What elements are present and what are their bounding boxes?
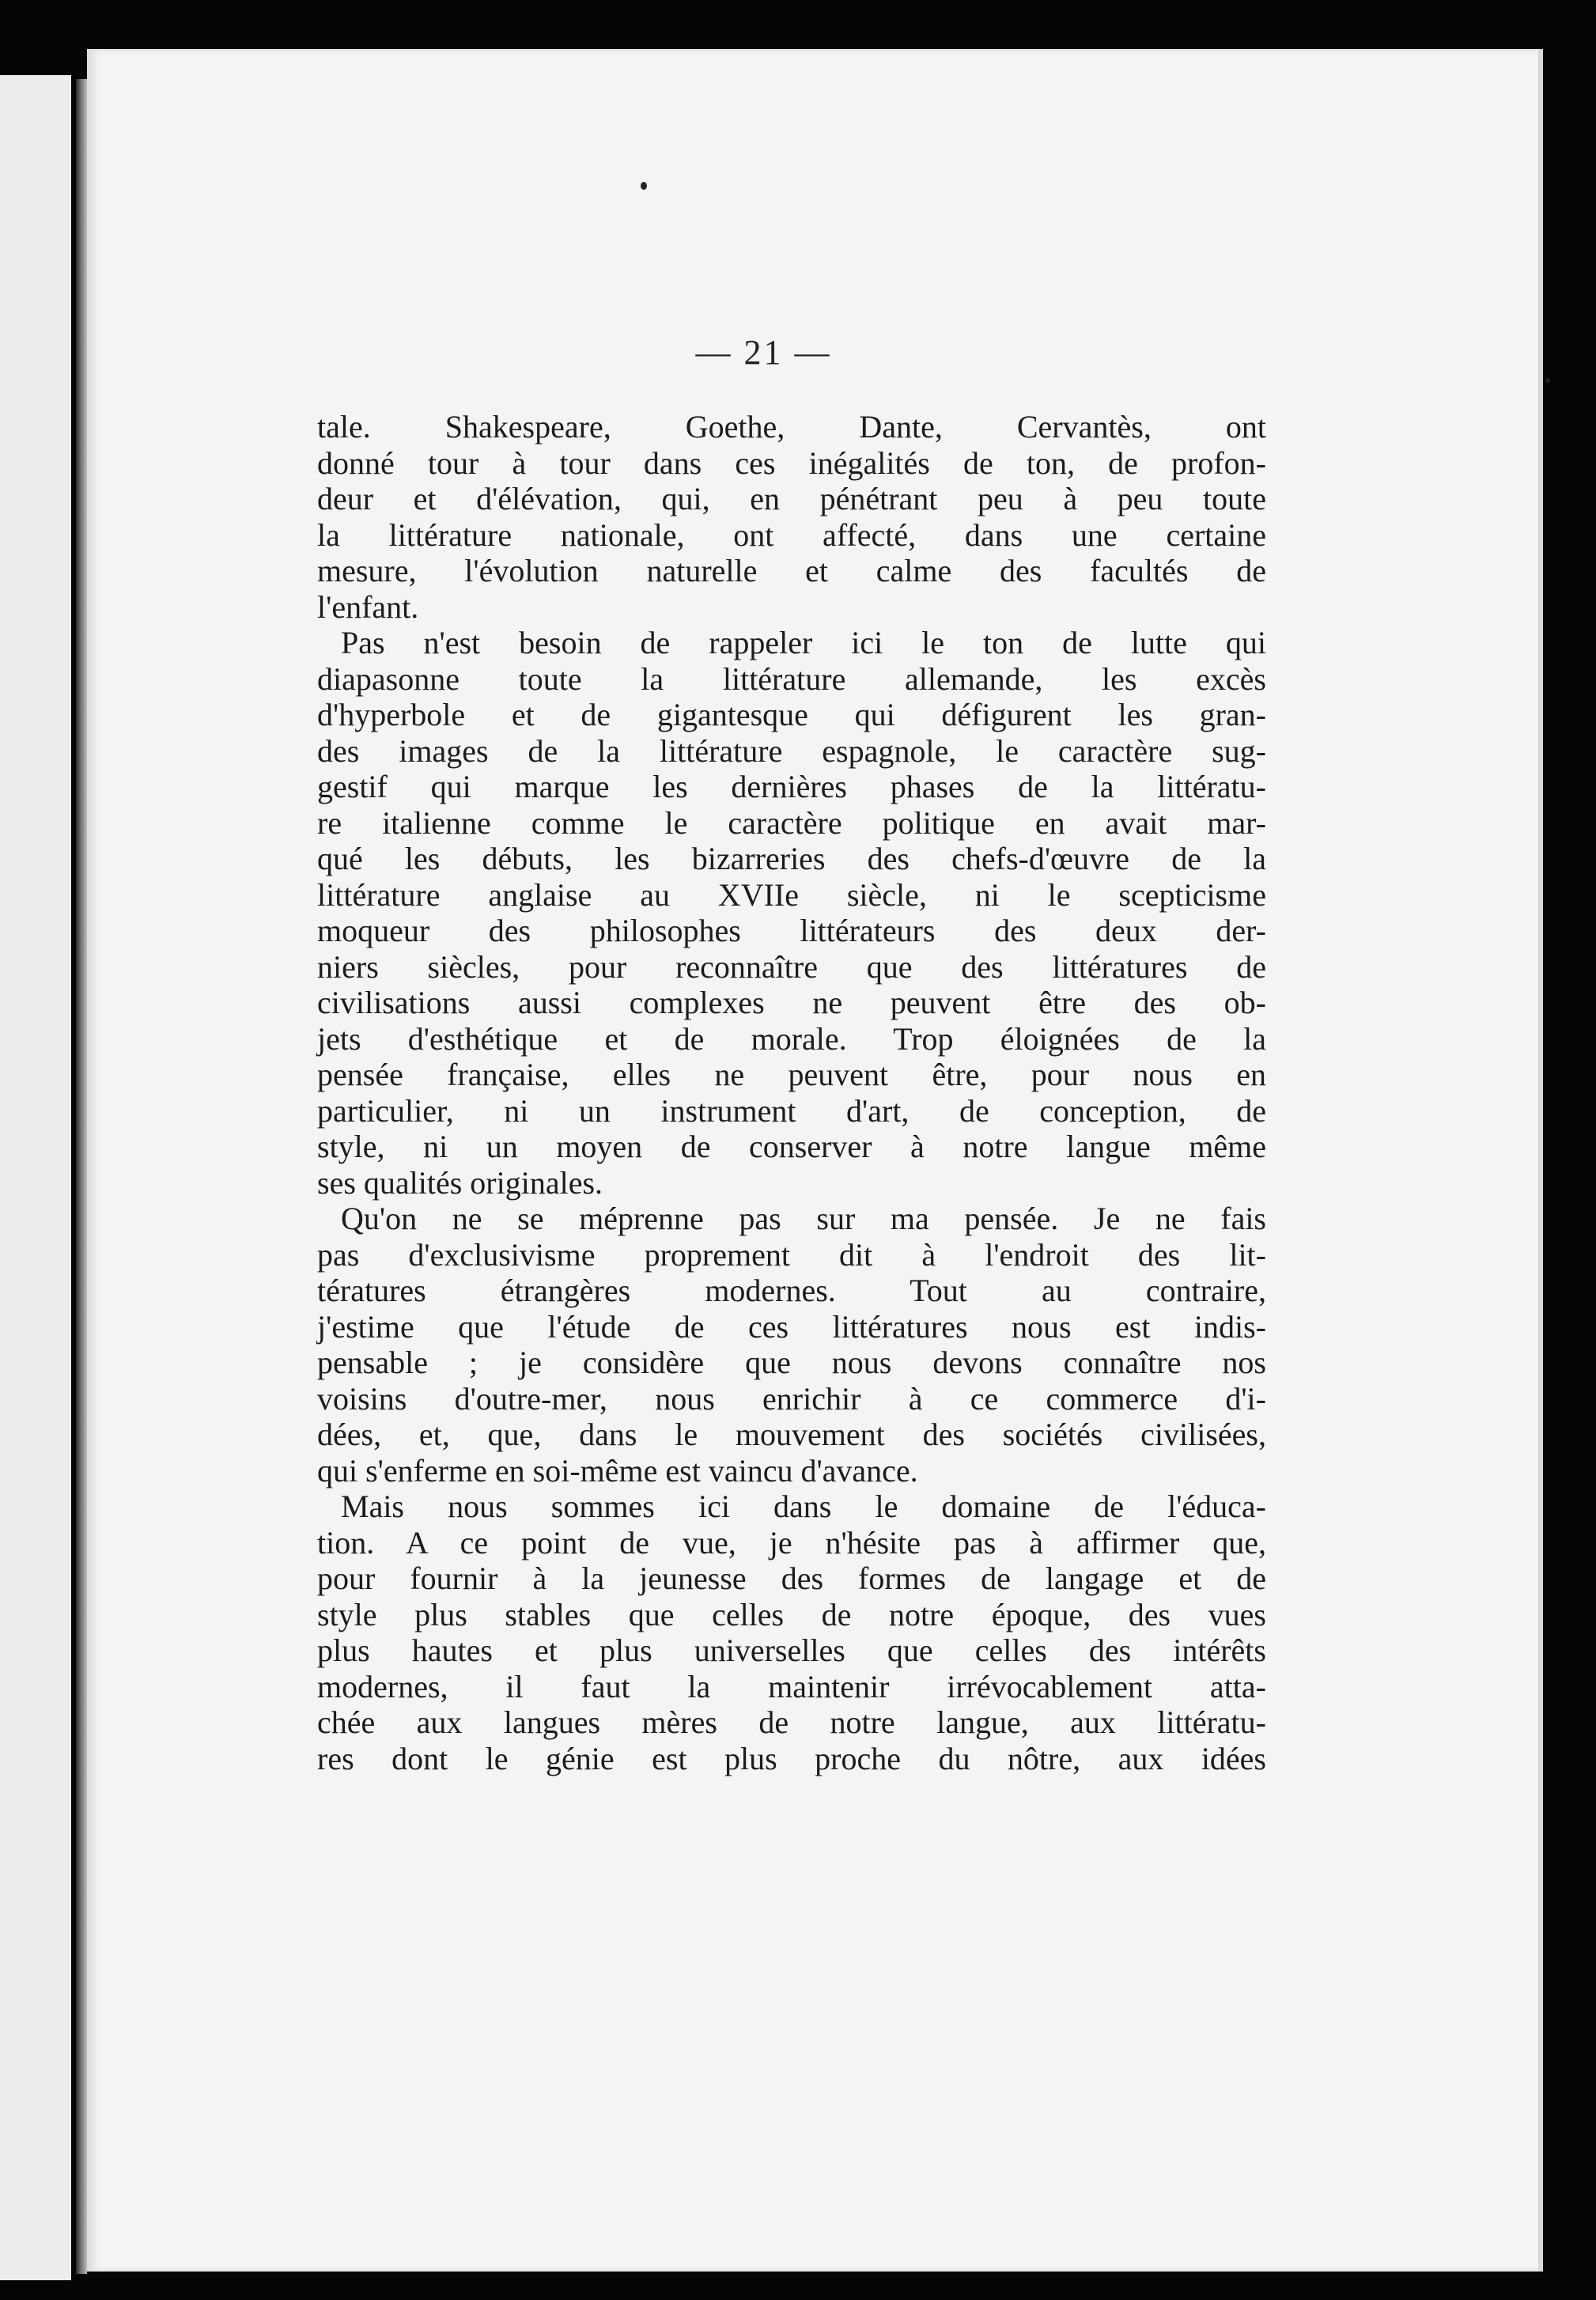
text-line: niers siècles, pour reconnaître que des littératures de [317,948,1266,985]
page-number: — 21 — [695,333,832,372]
text-line: j'estime que l'étude de ces littératures nous est indis- [317,1308,1266,1345]
text-line: pensée française, elles ne peuvent être, pour nous en [317,1057,1266,1092]
text-line: tératures étrangères modernes. Tout au contraire, [317,1273,1266,1308]
previous-page-edge [0,75,71,2280]
text-line: deur et d'élévation, qui, en pénétrant peu à peu toute [317,481,1266,516]
text-line: pour fournir à la jeunesse des formes de langage et de [317,1560,1266,1596]
text-line: d'hyperbole et de gigantesque qui défigurent les gran- [317,697,1266,732]
text-line: ses qualités originales. [317,1164,603,1201]
body-text [317,409,1266,1776]
text-line: pas d'exclusivisme proprement dit à l'endroit des lit- [317,1236,1266,1273]
ink-speck [1545,378,1550,383]
text-line: re italienne comme le caractère politique en avait mar- [317,804,1266,841]
book-page [87,49,1543,2272]
paragraph [317,1201,1266,1489]
text-line: jets d'esthétique et de morale. Trop éloignées de la [317,1020,1266,1057]
text-line: Qu'on ne se méprenne pas sur ma pensée. Je ne fais [341,1201,1266,1236]
text-line: qué les débuts, les bizarreries des chefs-d'œuvre de la [317,841,1266,876]
paragraph [317,625,1266,1201]
text-line: pensable ; je considère que nous devons connaître nos [317,1345,1266,1380]
text-line: tale. Shakespeare, Goethe, Dante, Cervantès, ont [317,409,1266,444]
text-line: civilisations aussi complexes ne peuvent être des ob- [317,985,1266,1020]
text-line: gestif qui marque les dernières phases de la littératu- [317,769,1266,804]
text-line: moqueur des philosophes littérateurs des deux der- [317,913,1266,948]
ink-speck [641,182,647,190]
text-line: des images de la littérature espagnole, le caractère sug- [317,732,1266,769]
text-line: donné tour à tour dans ces inégalités de ton, de profon- [317,444,1266,481]
paragraph [317,1489,1266,1776]
text-line: l'enfant. [317,588,419,625]
paragraph [317,409,1266,625]
text-line: chée aux langues mères de notre langue, aux littératu- [317,1704,1266,1740]
text-line: Pas n'est besoin de rappeler ici le ton de lutte qui [341,625,1266,660]
text-line: littérature anglaise au XVIIe siècle, ni le scepticisme [317,876,1266,913]
text-line: Mais nous sommes ici dans le domaine de l'éduca- [341,1489,1266,1524]
text-line: particulier, ni un instrument d'art, de conception, de [317,1092,1266,1129]
text-line: la littérature nationale, ont affecté, dans une certaine [317,516,1266,553]
text-line: tion. A ce point de vue, je n'hésite pas à affirmer que, [317,1524,1266,1560]
text-line: plus hautes et plus universelles que celles des intérêts [317,1632,1266,1668]
text-line: diapasonne toute la littérature allemande, les excès [317,660,1266,697]
text-line: voisins d'outre-mer, nous enrichir à ce commerce d'i- [317,1380,1266,1417]
text-line: res dont le génie est plus proche du nôtre, aux idées [317,1740,1266,1776]
text-line: mesure, l'évolution naturelle et calme des facultés de [317,553,1266,588]
text-line: modernes, il faut la maintenir irrévocablement atta- [317,1668,1266,1704]
text-line: style plus stables que celles de notre époque, des vues [317,1596,1266,1632]
text-line: dées, et, que, dans le mouvement des sociétés civilisées, [317,1417,1266,1452]
text-line: qui s'enferme en soi-même est vaincu d'avance. [317,1452,918,1489]
book-gutter [76,79,87,2274]
text-line: style, ni un moyen de conserver à notre langue même [317,1129,1266,1164]
